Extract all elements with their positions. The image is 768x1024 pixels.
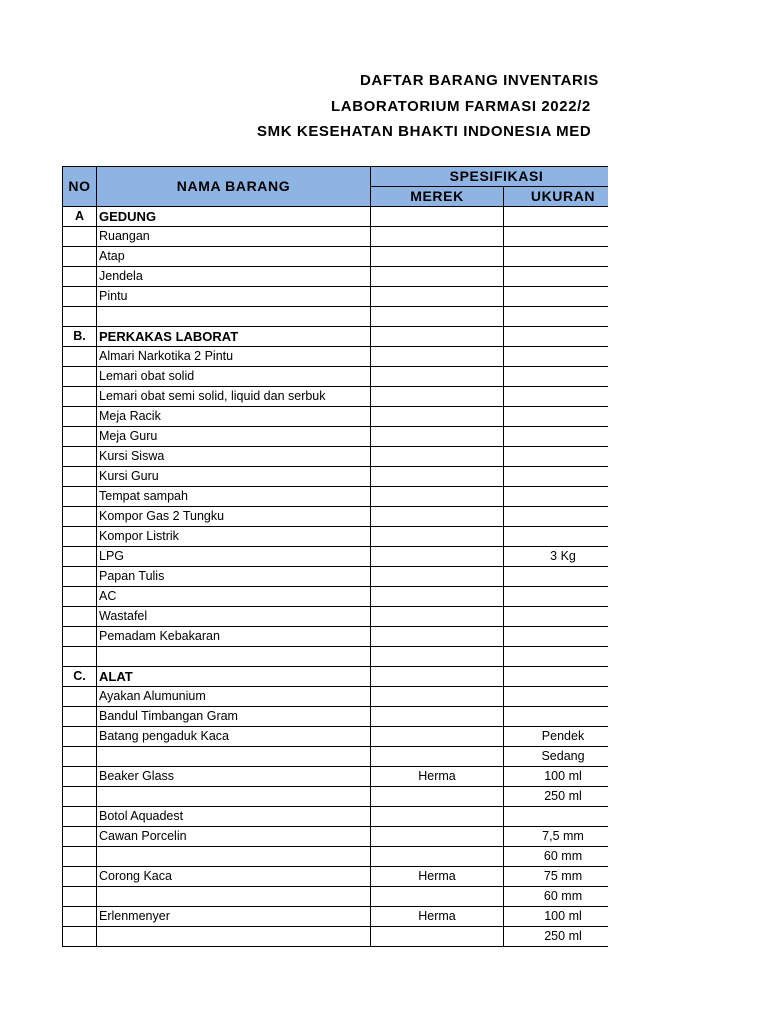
cell-ukuran: [504, 407, 609, 427]
cell-merek: [371, 627, 504, 647]
cell-merek: [371, 527, 504, 547]
cell-nama-barang: GEDUNG: [97, 207, 371, 227]
cell-merek: [371, 467, 504, 487]
cell-no: [63, 927, 97, 947]
cell-no: [63, 347, 97, 367]
cell-nama-barang: Batang pengaduk Kaca: [97, 727, 371, 747]
cell-merek: [371, 667, 504, 687]
cell-nama-barang: Wastafel: [97, 607, 371, 627]
table-row: [63, 447, 609, 467]
cell-merek: [371, 927, 504, 947]
cell-nama-barang: Tempat sampah: [97, 487, 371, 507]
cell-nama-barang: [97, 747, 371, 767]
table-row: [63, 487, 609, 507]
cell-merek: [371, 727, 504, 747]
section-row: [63, 667, 609, 687]
table-row: [63, 507, 609, 527]
cell-nama-barang: Lemari obat solid: [97, 367, 371, 387]
cell-ukuran: [504, 687, 609, 707]
cell-no: [63, 827, 97, 847]
section-row: [63, 207, 609, 227]
cell-nama-barang: [97, 847, 371, 867]
cell-ukuran: 100 ml: [504, 907, 609, 927]
cell-ukuran: 7,5 mm: [504, 827, 609, 847]
cell-no: [63, 787, 97, 807]
cell-no: [63, 687, 97, 707]
cell-nama-barang: Kompor Listrik: [97, 527, 371, 547]
cell-merek: [371, 547, 504, 567]
table-row: [63, 567, 609, 587]
cell-nama-barang: [97, 307, 371, 327]
header-ukuran: UKURAN: [504, 187, 609, 207]
cell-nama-barang: Bandul Timbangan Gram: [97, 707, 371, 727]
cell-nama-barang: Corong Kaca: [97, 867, 371, 887]
cell-merek: [371, 827, 504, 847]
cell-no: [63, 387, 97, 407]
cell-merek: [371, 307, 504, 327]
cell-nama-barang: ALAT: [97, 667, 371, 687]
cell-ukuran: [504, 807, 609, 827]
cell-ukuran: [504, 707, 609, 727]
cell-merek: [371, 707, 504, 727]
table-row: [63, 307, 609, 327]
cell-merek: [371, 247, 504, 267]
table-row: [63, 407, 609, 427]
cell-merek: [371, 227, 504, 247]
table-row: [63, 887, 609, 907]
table-row: [63, 387, 609, 407]
cell-nama-barang: Jendela: [97, 267, 371, 287]
cell-no: [63, 287, 97, 307]
table-row: [63, 527, 609, 547]
cell-no: [63, 567, 97, 587]
cell-no: [63, 367, 97, 387]
table-row: [63, 747, 609, 767]
cell-no: [63, 227, 97, 247]
table-row: [63, 467, 609, 487]
cell-no: [63, 907, 97, 927]
cell-merek: [371, 407, 504, 427]
cell-no: [63, 247, 97, 267]
cell-no: [63, 307, 97, 327]
cell-no: [63, 707, 97, 727]
cell-nama-barang: Lemari obat semi solid, liquid dan serbuk: [97, 387, 371, 407]
cell-nama-barang: Cawan Porcelin: [97, 827, 371, 847]
table-row: [63, 907, 609, 927]
table-row: [63, 847, 609, 867]
table-row: [63, 607, 609, 627]
table-row: [63, 247, 609, 267]
cell-no: [63, 607, 97, 627]
cell-merek: [371, 447, 504, 467]
cell-ukuran: 100 ml: [504, 767, 609, 787]
cell-no: [63, 807, 97, 827]
cell-no: [63, 627, 97, 647]
cell-merek: [371, 287, 504, 307]
cell-ukuran: [504, 247, 609, 267]
document-title-line-2: LABORATORIUM FARMASI 2022/2: [331, 98, 591, 115]
cell-no: [63, 727, 97, 747]
cell-no: [63, 507, 97, 527]
cell-merek: [371, 367, 504, 387]
cell-merek: [371, 847, 504, 867]
cell-nama-barang: Kursi Siswa: [97, 447, 371, 467]
cell-merek: [371, 207, 504, 227]
cell-ukuran: Sedang: [504, 747, 609, 767]
cell-no: [63, 447, 97, 467]
cell-ukuran: Pendek: [504, 727, 609, 747]
cell-ukuran: [504, 327, 609, 347]
cell-nama-barang: Papan Tulis: [97, 567, 371, 587]
cell-ukuran: [504, 627, 609, 647]
cell-nama-barang: Kompor Gas 2 Tungku: [97, 507, 371, 527]
cell-ukuran: [504, 667, 609, 687]
cell-ukuran: [504, 467, 609, 487]
cell-ukuran: [504, 447, 609, 467]
table-row: [63, 807, 609, 827]
cell-ukuran: [504, 567, 609, 587]
cell-nama-barang: Atap: [97, 247, 371, 267]
cell-merek: [371, 607, 504, 627]
cell-nama-barang: [97, 647, 371, 667]
table-row: [63, 367, 609, 387]
cell-merek: Herma: [371, 767, 504, 787]
cell-nama-barang: Meja Racik: [97, 407, 371, 427]
table-row: [63, 267, 609, 287]
cell-ukuran: [504, 647, 609, 667]
cell-nama-barang: Erlenmenyer: [97, 907, 371, 927]
table-row: [63, 767, 609, 787]
cell-nama-barang: PERKAKAS LABORAT: [97, 327, 371, 347]
table-row: [63, 287, 609, 307]
cell-merek: [371, 647, 504, 667]
cell-nama-barang: [97, 787, 371, 807]
cell-nama-barang: Pintu: [97, 287, 371, 307]
table-row: [63, 827, 609, 847]
cell-ukuran: [504, 387, 609, 407]
cell-no: [63, 587, 97, 607]
header-no: NO: [63, 167, 97, 207]
cell-no: [63, 407, 97, 427]
table-row: [63, 627, 609, 647]
cell-ukuran: [504, 507, 609, 527]
cell-nama-barang: [97, 887, 371, 907]
cell-ukuran: [504, 427, 609, 447]
table-row: [63, 647, 609, 667]
cell-ukuran: 3 Kg: [504, 547, 609, 567]
cell-ukuran: [504, 587, 609, 607]
cell-ukuran: [504, 607, 609, 627]
cell-no: A: [63, 207, 97, 227]
table-row: [63, 427, 609, 447]
cell-merek: [371, 807, 504, 827]
cell-merek: [371, 347, 504, 367]
cell-ukuran: 60 mm: [504, 847, 609, 867]
table-row: [63, 727, 609, 747]
table-row: [63, 547, 609, 567]
table-row: [63, 927, 609, 947]
header-nama-barang: NAMA BARANG: [97, 167, 371, 207]
cell-no: [63, 747, 97, 767]
cell-ukuran: [504, 367, 609, 387]
cell-nama-barang: AC: [97, 587, 371, 607]
cell-no: [63, 547, 97, 567]
cell-no: C.: [63, 667, 97, 687]
cell-nama-barang: Almari Narkotika 2 Pintu: [97, 347, 371, 367]
header-row-1: [63, 167, 609, 187]
header-merek: MEREK: [371, 187, 504, 207]
cell-merek: [371, 387, 504, 407]
cell-merek: Herma: [371, 907, 504, 927]
cell-nama-barang: Beaker Glass: [97, 767, 371, 787]
cell-ukuran: 250 ml: [504, 927, 609, 947]
section-row: [63, 327, 609, 347]
cell-ukuran: 250 ml: [504, 787, 609, 807]
table-row: [63, 227, 609, 247]
table-row: [63, 587, 609, 607]
cell-no: [63, 647, 97, 667]
cell-no: [63, 867, 97, 887]
table-row: [63, 707, 609, 727]
cell-merek: [371, 887, 504, 907]
cell-merek: [371, 427, 504, 447]
table-row: [63, 787, 609, 807]
cell-no: [63, 527, 97, 547]
cell-merek: [371, 327, 504, 347]
cell-nama-barang: Ayakan Alumunium: [97, 687, 371, 707]
cell-ukuran: 75 mm: [504, 867, 609, 887]
cell-ukuran: [504, 207, 609, 227]
cell-nama-barang: [97, 927, 371, 947]
table-row: [63, 867, 609, 887]
cell-no: [63, 767, 97, 787]
cell-no: B.: [63, 327, 97, 347]
cell-ukuran: [504, 487, 609, 507]
cell-nama-barang: Kursi Guru: [97, 467, 371, 487]
cell-merek: [371, 687, 504, 707]
cell-nama-barang: Ruangan: [97, 227, 371, 247]
cell-merek: [371, 747, 504, 767]
cell-merek: [371, 487, 504, 507]
cell-no: [63, 427, 97, 447]
cell-merek: [371, 567, 504, 587]
cell-merek: [371, 267, 504, 287]
cell-merek: Herma: [371, 867, 504, 887]
header-spesifikasi: SPESIFIKASI: [371, 167, 609, 187]
inventory-table: [62, 166, 608, 947]
cell-merek: [371, 787, 504, 807]
table-row: [63, 347, 609, 367]
cell-merek: [371, 507, 504, 527]
cell-ukuran: [504, 347, 609, 367]
inventory-table-body: [63, 207, 609, 947]
cell-no: [63, 847, 97, 867]
cell-no: [63, 467, 97, 487]
cell-no: [63, 887, 97, 907]
cell-ukuran: [504, 307, 609, 327]
cell-ukuran: [504, 267, 609, 287]
document-title-line-3: SMK KESEHATAN BHAKTI INDONESIA MED: [257, 123, 592, 140]
cell-nama-barang: Botol Aquadest: [97, 807, 371, 827]
cell-ukuran: [504, 287, 609, 307]
table-row: [63, 687, 609, 707]
cell-nama-barang: Meja Guru: [97, 427, 371, 447]
document-title-line-1: DAFTAR BARANG INVENTARIS: [360, 72, 599, 89]
cell-ukuran: [504, 527, 609, 547]
cell-nama-barang: LPG: [97, 547, 371, 567]
cell-ukuran: 60 mm: [504, 887, 609, 907]
cell-no: [63, 267, 97, 287]
cell-merek: [371, 587, 504, 607]
cell-no: [63, 487, 97, 507]
cell-nama-barang: Pemadam Kebakaran: [97, 627, 371, 647]
cell-ukuran: [504, 227, 609, 247]
